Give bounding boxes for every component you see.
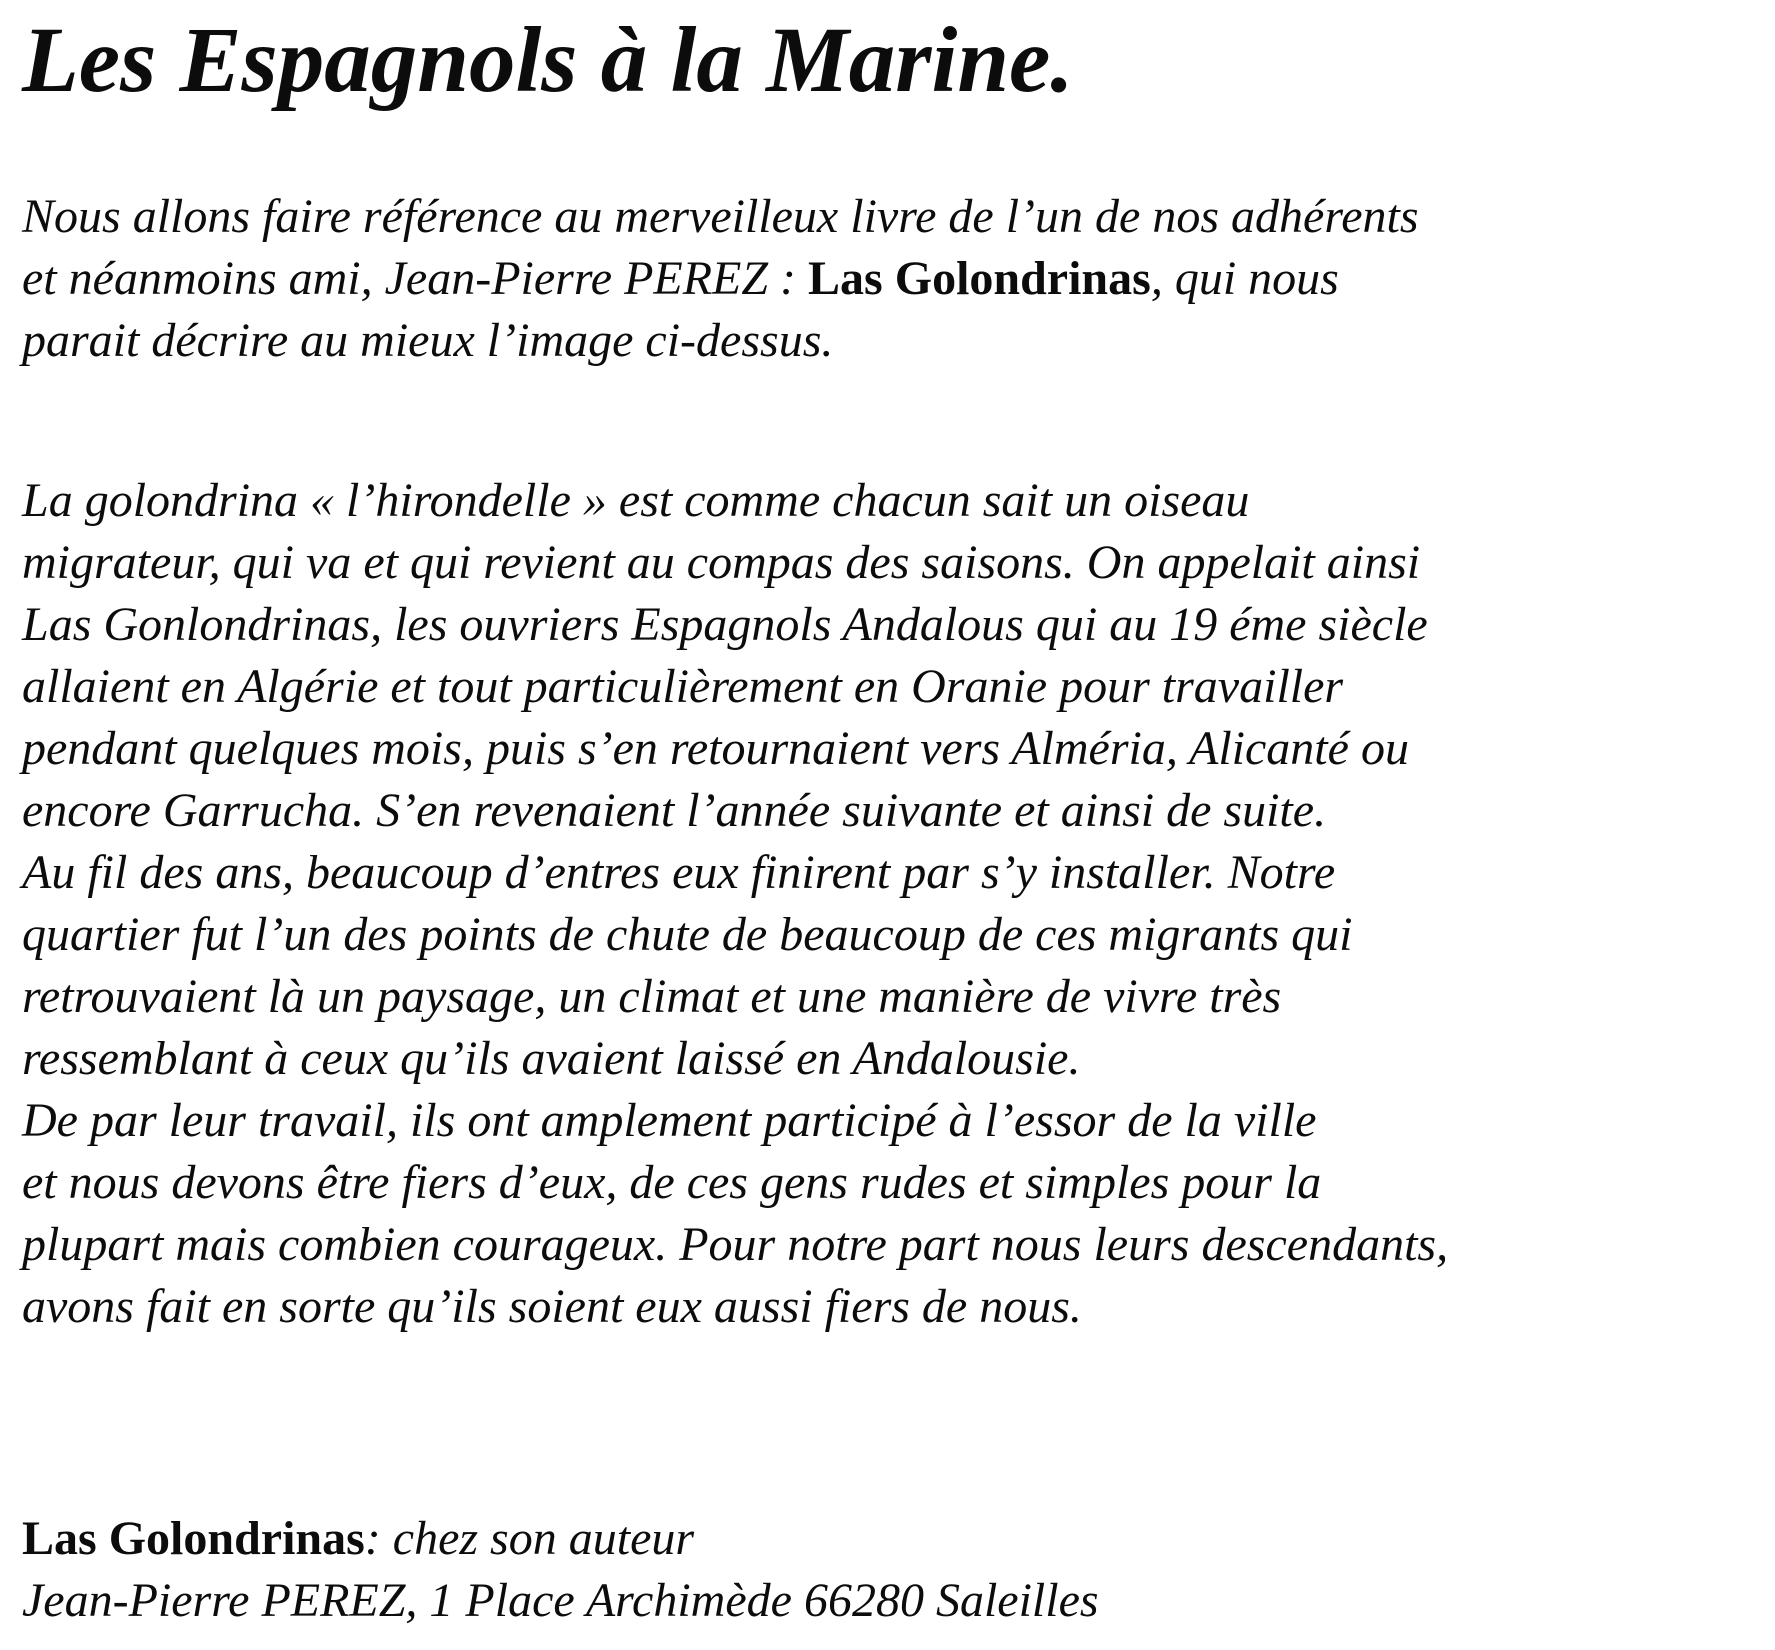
intro-line-3: parait décrire au mieux l’image ci-dessus. (22, 314, 834, 367)
body-line: encore Garrucha. S’en revenaient l’année suivante et ainsi de suite. (22, 784, 1327, 837)
intro-book-title: Las Golondrinas (808, 252, 1151, 305)
body-line: ressemblant à ceux qu’ils avaient laissé en Andalousie. (22, 1032, 1081, 1085)
intro-paragraph (22, 186, 1419, 372)
body-line: quartier fut l’un des points de chute de beaucoup de ces migrants qui (22, 908, 1353, 961)
body-line: avons fait en sorte qu’ils soient eux aussi fiers de nous. (22, 1280, 1082, 1333)
intro-line-1: Nous allons faire référence au merveilleux livre de l’un de nos adhérents (22, 190, 1419, 243)
body-line: De par leur travail, ils ont amplement participé à l’essor de la ville (22, 1094, 1317, 1147)
page-title: Les Espagnols à la Marine. (22, 9, 1074, 112)
body-line: Las Gonlondrinas, les ouvriers Espagnols Andalous qui au 19 éme siècle (22, 598, 1428, 651)
body-line: plupart mais combien courageux. Pour notre part nous leurs descendants, (22, 1218, 1449, 1271)
body-line: et nous devons être fiers d’eux, de ces gens rudes et simples pour la (22, 1156, 1322, 1209)
body-line: pendant quelques mois, puis s’en retournaient vers Alméria, Alicanté ou (22, 722, 1409, 775)
footer-address: Jean-Pierre PEREZ, 1 Place Archimède 66280 Saleilles (22, 1574, 1099, 1627)
footer-line-1 (22, 1508, 1099, 1570)
body-line: migrateur, qui va et qui revient au compas des saisons. On appelait ainsi (22, 536, 1421, 589)
body-line: allaient en Algérie et tout particulièrement en Oranie pour travailler (22, 660, 1344, 713)
intro-line-2-text: et néanmoins ami, Jean-Pierre PEREZ : (22, 252, 809, 305)
footer-book-title: Las Golondrinas (22, 1512, 365, 1565)
intro-line-2 (22, 248, 1419, 310)
body-paragraph (22, 470, 1448, 1338)
intro-line-2-tail: , qui nous (1150, 252, 1339, 305)
footer-paragraph (22, 1508, 1099, 1632)
body-line: Au fil des ans, beaucoup d’entres eux finirent par s’y installer. Notre (22, 846, 1336, 899)
footer-book-suffix: : chez son auteur (364, 1512, 695, 1565)
body-line: La golondrina « l’hirondelle » est comme chacun sait un oiseau (22, 474, 1250, 527)
body-line: retrouvaient là un paysage, un climat et une manière de vivre très (22, 970, 1282, 1023)
